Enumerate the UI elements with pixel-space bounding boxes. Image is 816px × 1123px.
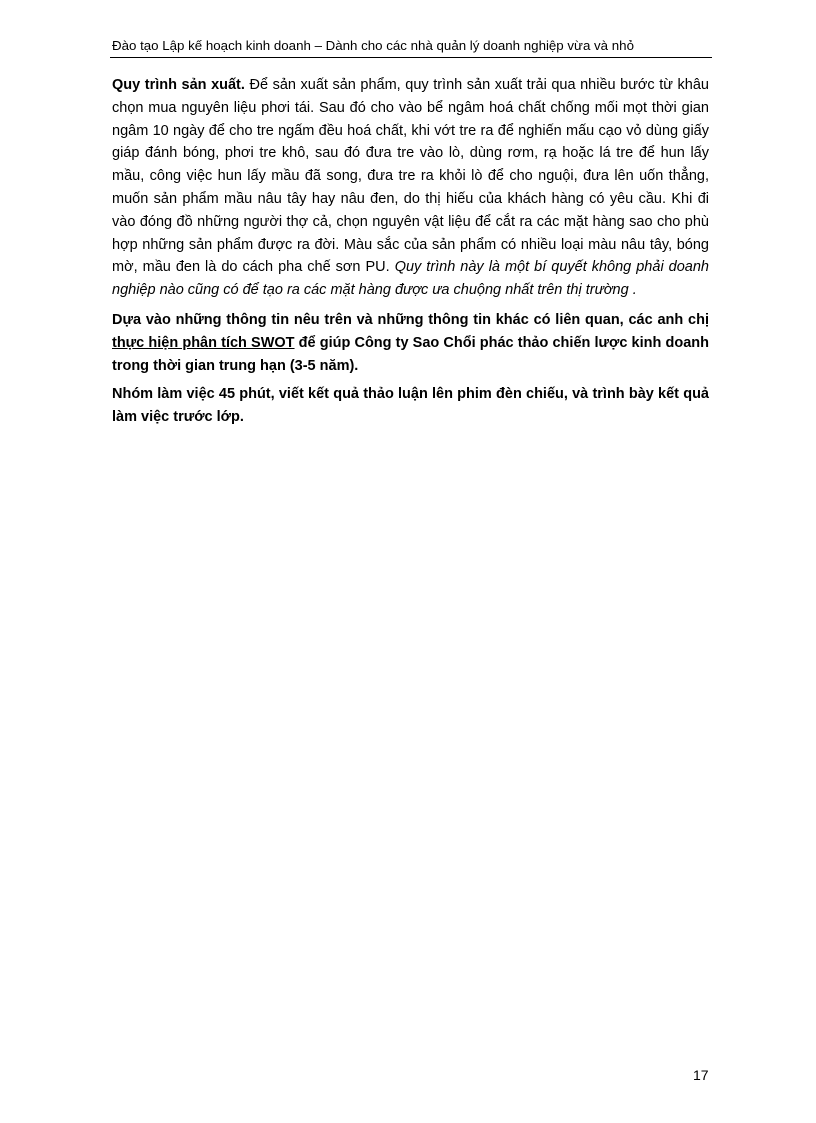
page-number: 17 xyxy=(693,1067,709,1083)
production-process-text: Để sản xuất sản phẩm, quy trình sản xuất trải qua nhiều bước từ khâu chọn mua nguyên liệu phơi tái. Sau đó cho vào bể ngâm hoá chất chống mối mọt thời gian ngâm 10 ngày để cho tre ngấm đều hoá chất, khi vớt tre ra để nghiến mấu cạo vỏ dùng giấy giáp đánh bóng, phơi tre khô, sau đó đưa tre vào lò, dùng rơm, rạ hoặc lá tre để hun lấy mầu, công việc hun lấy mầu đã song, đưa tre ra khỏi lò để cho nguội, đưa lên uốn thẳng, muốn sản phẩm mầu nâu tây hay nâu đen, do thị hiếu của khách hàng có yêu cầu. Khi đi vào đóng đồ những người thợ cả, chọn nguyên vật liệu để cắt ra các mặt hàng sao cho phù hợp những sản phẩm được ra đời. Màu sắc của sản phẩm có nhiều loại màu nâu tây, bóng mờ, mầu đen là do cách pha chế sơn PU. xyxy=(112,77,709,276)
production-process-note: Quy trình này là một bí quyết không phải doanh nghiệp nào cũng có để tạo ra các mặt hàng được ưa chuộng nhất trên thị trường . xyxy=(112,259,709,299)
swot-task-goal: để giúp Công ty Sao Chổi phác thảo chiến lược kinh doanh trong thời gian trung hạn (3-5 năm). xyxy=(112,334,709,374)
swot-task-emphasis: thực hiện phân tích SWOT xyxy=(112,334,295,351)
page-header-title: Đào tạo Lập kế hoạch kinh doanh – Dành cho các nhà quản lý doanh nghiệp vừa và nhỏ xyxy=(112,38,634,53)
paragraph-group-work: Nhóm làm việc 45 phút, viết kết quả thảo luận lên phim đèn chiếu, và trình bày kết quả làm việc trước lớp. xyxy=(112,386,709,426)
swot-task-intro: Dựa vào những thông tin nêu trên và những thông tin khác có liên quan, các anh chị xyxy=(112,311,709,328)
paragraph-swot-task xyxy=(112,309,709,377)
document-body xyxy=(112,74,709,436)
paragraph-production-process xyxy=(112,74,709,302)
production-process-heading: Quy trình sản xuất. xyxy=(112,77,245,93)
header-divider xyxy=(110,57,712,58)
